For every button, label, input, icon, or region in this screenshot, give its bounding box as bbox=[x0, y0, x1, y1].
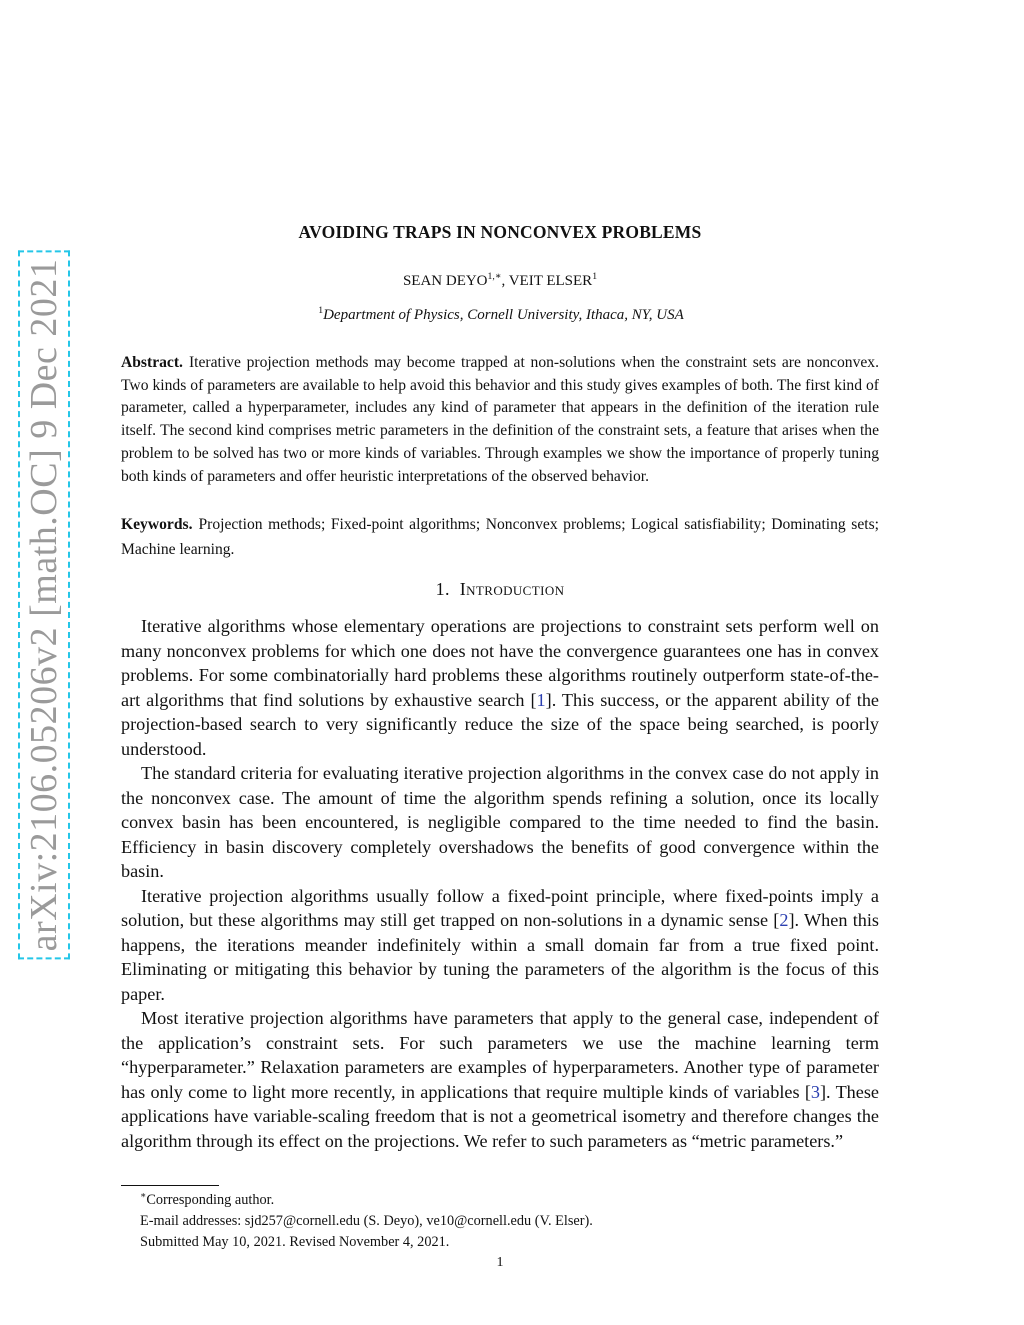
author-elser: VEIT ELSER bbox=[508, 273, 593, 289]
citation-link-2[interactable]: 2 bbox=[779, 910, 789, 930]
paragraph-3: Iterative projection algorithms usually follow a fixed-point principle, where fixed-points imply a solution, but these algorithms may still get trapped on non-solutions in a dynamic sense [2]. When this happens, the iterations meander indefinitely within a small domain far from a true fixed point. Eliminating or mitigating this behavior by tuning the parameters of the algorithm is the focus of this paper. bbox=[121, 885, 879, 1004]
footnote-corresponding-author: ∗Corresponding author. bbox=[140, 1191, 275, 1208]
author-deyo: SEAN DEYO bbox=[402, 273, 488, 289]
section-heading-introduction bbox=[0, 579, 1000, 600]
introduction-body bbox=[121, 614, 879, 1153]
footnote-divider bbox=[121, 1185, 219, 1186]
abstract-text: Iterative projection methods may become trapped at non-solutions when the constraint sets are nonconvex. Two kinds of parameters are available to help avoid this behavior and this study gives examples of both. The first kind of parameter, called a hyperparameter, includes any kind of parameter that appears in the definition of the iteration rule itself. The second kind comprises metric parameters in the definition of the constraint sets, a feature that arises when the problem to be solved has two or more kinds of variables. Through examples we show the importance of properly tuning both kinds of parameters and offer heuristic interpretations of the observed behavior. bbox=[121, 354, 879, 485]
footnote-submission-dates: Submitted May 10, 2021. Revised November 4, 2021. bbox=[140, 1234, 450, 1250]
abstract-label: Abstract. bbox=[121, 354, 183, 371]
footnote-mark: ∗ bbox=[140, 1191, 147, 1202]
affiliation bbox=[0, 307, 1002, 324]
paragraph-4: Most iterative projection algorithms have parameters that apply to the general case, independent of the application’s constraint sets. For such parameters we use the machine learning term “hyperparameter.” Relaxation parameters are examples of hyperparameters. Another type of parameter has only come to light more recently, in applications that require multiple kinds of variables [3]. These applications have variable-scaling freedom that is not a geometrical isometry and therefore changes the algorithm through its effect on the projections. We refer to such parameters as “metric parameters.” bbox=[121, 1008, 879, 1151]
footnotes bbox=[140, 1190, 593, 1253]
paragraph-2: The standard criteria for evaluating iterative projection algorithms in the convex case do not apply in the nonconvex case. The amount of time the algorithm spends refining a solution, once its locally convex basin has been encountered, is negligible compared to the time needed to find the basin. Efficiency in basin discovery completely overshadows the benefits of good convergence within the basin. bbox=[121, 763, 879, 881]
paragraph-1: Iterative algorithms whose elementary operations are projections to constraint sets perform well on many nonconvex problems for which one does not have the convergence guarantees one has in convex problems. For some combinatorially hard problems these algorithms routinely outperform state-of-the-art algorithms that find solutions by exhaustive search [1]. This success, or the apparent ability of the projection-based search to very significantly reduce the size of the space being searched, is poorly understood. bbox=[121, 616, 879, 759]
author-elser-affiliation-mark: 1 bbox=[592, 271, 598, 282]
page-number: 1 bbox=[496, 1255, 504, 1270]
arxiv-identifier-stamp[interactable]: arXiv:2106.05206v2 [math.OC] 9 Dec 2021 bbox=[18, 251, 70, 960]
author-deyo-affiliation-mark: 1,∗ bbox=[487, 271, 502, 282]
keywords-label: Keywords. bbox=[121, 516, 193, 533]
paper-title: AVOIDING TRAPS IN NONCONVEX PROBLEMS bbox=[298, 222, 702, 242]
footnote-email-addresses: E-mail addresses: sjd257@cornell.edu (S. Deyo), ve10@cornell.edu (V. Elser). bbox=[140, 1213, 593, 1229]
citation-link-3[interactable]: 3 bbox=[810, 1081, 820, 1102]
abstract bbox=[121, 352, 879, 488]
author-list bbox=[0, 273, 1000, 290]
section-number: 1. bbox=[435, 579, 450, 599]
author-separator: , bbox=[501, 273, 509, 289]
citation-link-1[interactable]: 1 bbox=[536, 689, 546, 710]
keywords-text: Projection methods; Fixed-point algorithms; Nonconvex problems; Logical satisfiability; Dominating sets; Machine learning. bbox=[121, 516, 879, 558]
affiliation-text: Department of Physics, Cornell University, Ithaca, NY, USA bbox=[323, 307, 684, 323]
keywords bbox=[121, 513, 879, 562]
affiliation-mark: 1 bbox=[318, 305, 324, 316]
section-title: Introduction bbox=[459, 579, 565, 599]
